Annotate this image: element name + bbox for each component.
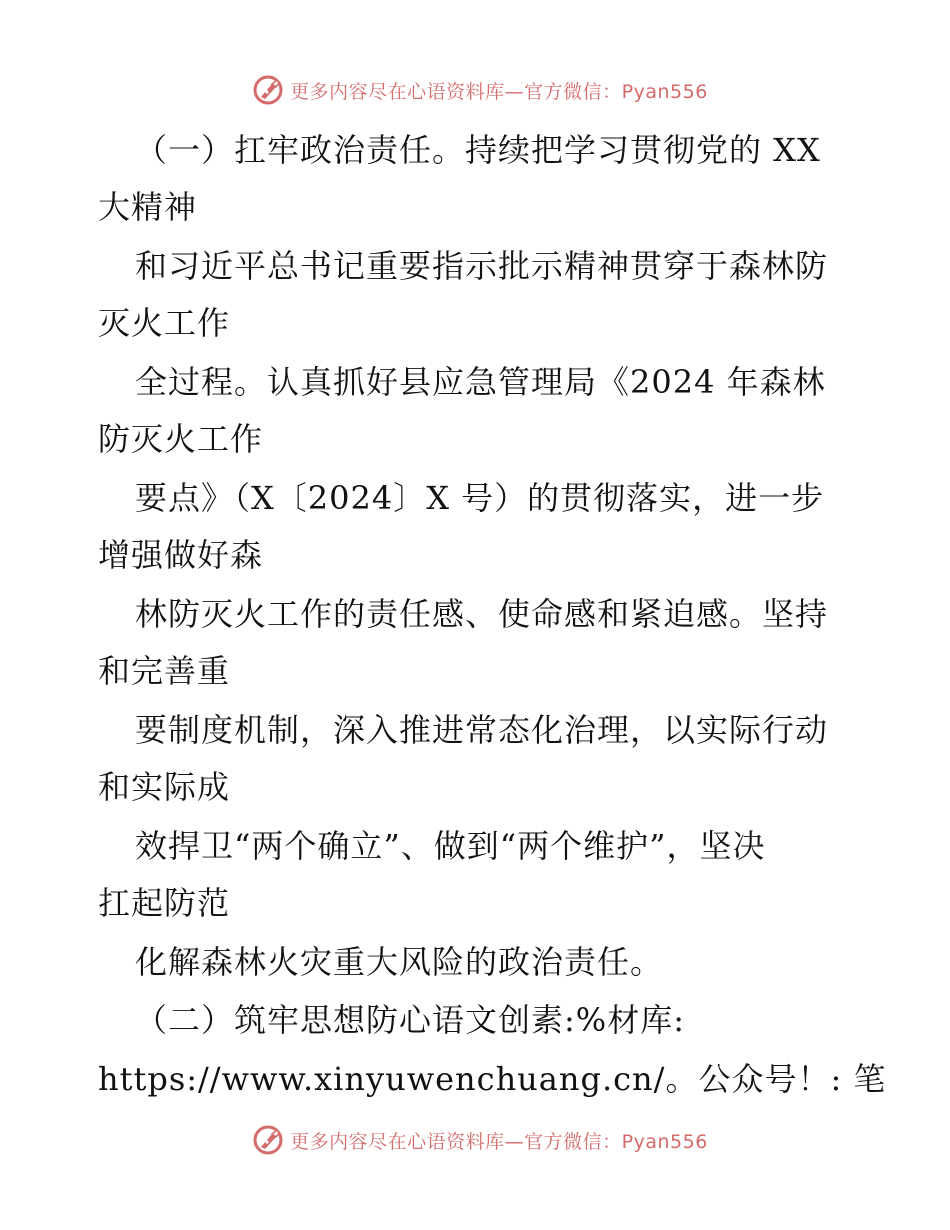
text-line: （一）扛牢政治责任。持续把学习贯彻党的 XX <box>135 131 821 169</box>
text-line: 效捍卫“两个确立”、做到“两个维护”，坚决 <box>135 827 766 865</box>
text-line: 和实际成 <box>98 768 231 806</box>
pen-nib-circle-icon <box>252 1124 284 1156</box>
header-banner-group <box>252 74 708 106</box>
footer-banner-text: 更多内容尽在心语资料库—官方微信：Pyan556 <box>290 1130 708 1153</box>
footer-banner <box>0 1120 950 1160</box>
pen-nib-circle-icon <box>252 74 284 106</box>
text-line: 防灭火工作 <box>98 420 264 458</box>
text-line: 林防灭火工作的责任感、使命感和紧迫感。坚持 <box>135 595 829 633</box>
header-banner-text: 更多内容尽在心语资料库—官方微信：Pyan556 <box>290 80 708 103</box>
text-line: 和习近平总书记重要指示批示精神贯穿于森林防 <box>135 247 829 285</box>
text-line: 大精神 <box>98 188 198 226</box>
text-line: 和完善重 <box>98 652 231 690</box>
text-line: 要点》（X〔2024〕X 号）的贯彻落实，进一步 <box>135 479 825 517</box>
text-line: 增强做好森 <box>98 536 264 574</box>
text-line: 扛起防范 <box>98 884 231 922</box>
text-line: 灭火工作 <box>98 304 231 342</box>
text-line: 要制度机制，深入推进常态化治理，以实际行动 <box>135 711 829 749</box>
text-line: 全过程。认真抓好县应急管理局《2024 年森林 <box>135 363 826 401</box>
header-banner <box>0 70 950 110</box>
footer-banner-group <box>252 1124 708 1156</box>
text-line: （二）筑牢思想防心语文创素:%材库: <box>135 1001 685 1039</box>
text-line: https://www.xinyuwenchuang.cn/。公众号！: 笔 <box>98 1060 887 1098</box>
text-line: 化解森林火灾重大风险的政治责任。 <box>135 943 664 981</box>
